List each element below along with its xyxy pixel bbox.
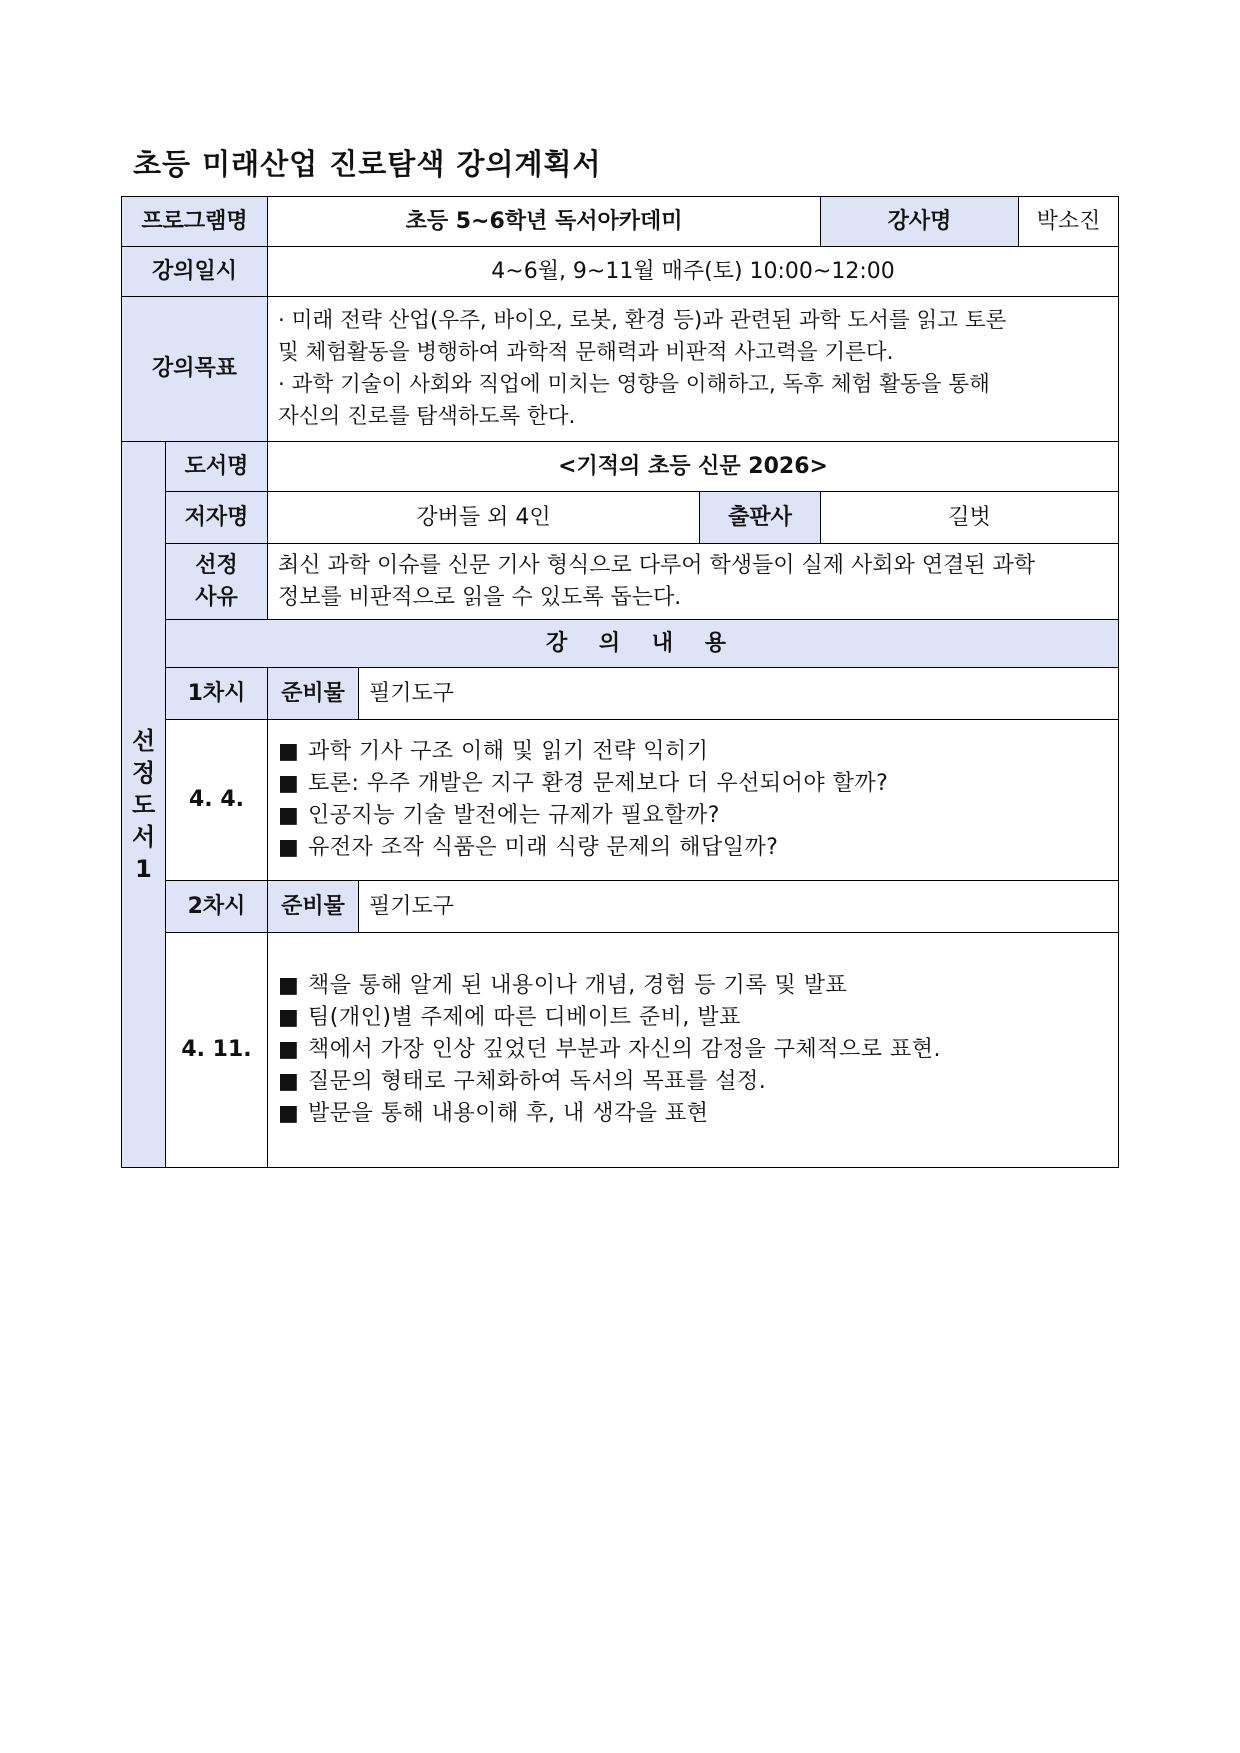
book-title-value: <기적의 초등 신문 2026> bbox=[268, 442, 1119, 492]
schedule-value: 4~6월, 9~11월 매주(토) 10:00~12:00 bbox=[268, 247, 1119, 297]
square-bullet-icon: ■ bbox=[278, 1037, 300, 1062]
goal-line: · 과학 기술이 사회와 직업에 미치는 영향을 이해하고, 독후 체험 활동을 통해 bbox=[278, 372, 990, 397]
square-bullet-icon: ■ bbox=[278, 1101, 300, 1126]
author-label: 저자명 bbox=[166, 492, 268, 544]
publisher-value: 길벗 bbox=[821, 492, 1119, 544]
session-row bbox=[122, 881, 1119, 933]
book-title-label: 도서명 bbox=[166, 442, 268, 492]
list-item: ■ 팀(개인)별 주제에 따른 디베이트 준비, 발표 bbox=[278, 1002, 1108, 1034]
lecture-plan-table bbox=[121, 196, 1119, 1168]
session-date: 4. 11. bbox=[166, 933, 268, 1168]
goal-line: 및 체험활동을 병행하여 과학적 문해력과 비판적 사고력을 기른다. bbox=[278, 340, 894, 365]
square-bullet-icon: ■ bbox=[278, 973, 300, 998]
reason-text bbox=[268, 544, 1119, 620]
content-header-row bbox=[122, 620, 1119, 668]
session-content-row bbox=[122, 720, 1119, 881]
list-item: ■ 인공지능 기술 발전에는 규제가 필요할까? bbox=[278, 800, 1108, 832]
materials-value: 필기도구 bbox=[359, 881, 1119, 933]
list-item: ■ 책을 통해 알게 된 내용이나 개념, 경험 등 기록 및 발표 bbox=[278, 970, 1108, 1002]
goal-row bbox=[122, 297, 1119, 442]
schedule-label: 강의일시 bbox=[122, 247, 268, 297]
square-bullet-icon: ■ bbox=[278, 1005, 300, 1030]
list-item: ■ 토론: 우주 개발은 지구 환경 문제보다 더 우선되어야 할까? bbox=[278, 768, 1108, 800]
reason-line: 최신 과학 이슈를 신문 기사 형식으로 다루어 학생들이 실제 사회와 연결된 과학 bbox=[278, 552, 1036, 578]
session-content-row bbox=[122, 933, 1119, 1168]
session-items bbox=[268, 720, 1119, 881]
program-row bbox=[122, 197, 1119, 247]
program-label: 프로그램명 bbox=[122, 197, 268, 247]
square-bullet-icon: ■ bbox=[278, 803, 300, 828]
list-item: ■ 발문을 통해 내용이해 후, 내 생각을 표현 bbox=[278, 1098, 1108, 1130]
goal-label: 강의목표 bbox=[122, 297, 268, 442]
reason-line: 정보를 비판적으로 읽을 수 있도록 돕는다. bbox=[278, 584, 682, 610]
schedule-row bbox=[122, 247, 1119, 297]
list-item: ■ 유전자 조작 식품은 미래 식량 문제의 해답일까? bbox=[278, 832, 1108, 864]
reason-label: 선정 사유 bbox=[166, 544, 268, 620]
session-date: 4. 4. bbox=[166, 720, 268, 881]
selected-book-side-label: 선 정 도 서 1 bbox=[122, 442, 166, 1168]
square-bullet-icon: ■ bbox=[278, 835, 300, 860]
materials-value: 필기도구 bbox=[359, 668, 1119, 720]
program-value: 초등 5~6학년 독서아카데미 bbox=[268, 197, 821, 247]
square-bullet-icon: ■ bbox=[278, 771, 300, 796]
book-title-row bbox=[122, 442, 1119, 492]
session-row bbox=[122, 668, 1119, 720]
list-item: ■ 과학 기사 구조 이해 및 읽기 전략 익히기 bbox=[278, 736, 1108, 768]
publisher-label: 출판사 bbox=[700, 492, 821, 544]
content-header: 강 의 내 용 bbox=[166, 620, 1119, 668]
author-row bbox=[122, 492, 1119, 544]
materials-label: 준비물 bbox=[268, 881, 359, 933]
square-bullet-icon: ■ bbox=[278, 739, 300, 764]
square-bullet-icon: ■ bbox=[278, 1069, 300, 1094]
goal-line: 자신의 진로를 탐색하도록 한다. bbox=[278, 404, 576, 429]
session-items bbox=[268, 933, 1119, 1168]
list-item: ■ 책에서 가장 인상 깊었던 부분과 자신의 감정을 구체적으로 표현. bbox=[278, 1034, 1108, 1066]
author-value: 강버들 외 4인 bbox=[268, 492, 700, 544]
session-label: 1차시 bbox=[166, 668, 268, 720]
session-label: 2차시 bbox=[166, 881, 268, 933]
instructor-label: 강사명 bbox=[821, 197, 1019, 247]
list-item: ■ 질문의 형태로 구체화하여 독서의 목표를 설정. bbox=[278, 1066, 1108, 1098]
materials-label: 준비물 bbox=[268, 668, 359, 720]
goal-line: · 미래 전략 산업(우주, 바이오, 로봇, 환경 등)과 관련된 과학 도서를 읽고 토론 bbox=[278, 308, 1007, 333]
reason-row bbox=[122, 544, 1119, 620]
document-title: 초등 미래산업 진로탐색 강의계획서 bbox=[133, 147, 602, 181]
goal-text bbox=[268, 297, 1119, 442]
instructor-value: 박소진 bbox=[1019, 197, 1119, 247]
